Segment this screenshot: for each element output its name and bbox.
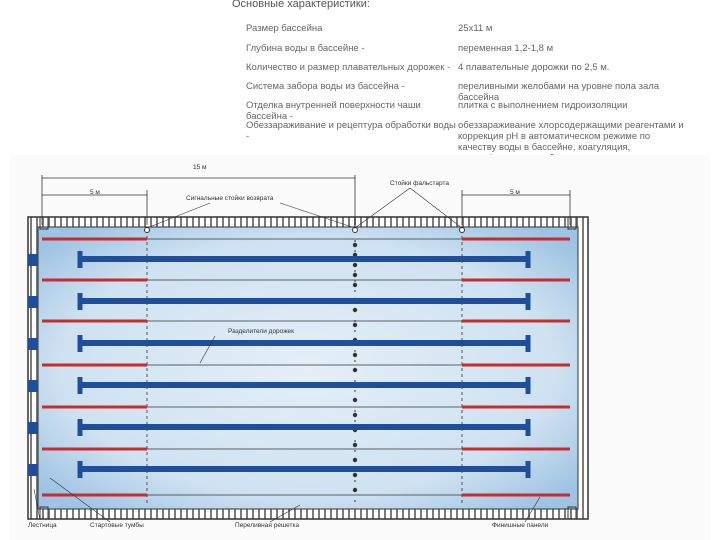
dimension-right-label: 5 м — [510, 189, 520, 196]
spec-label: Количество и размер плавательных дорожек - — [246, 62, 451, 73]
spec-value: 4 плавательные дорожки по 2,5 м. — [458, 62, 610, 73]
lane-dividers-label: Разделители дорожек — [228, 328, 295, 335]
spec-value: переливными желобами на уровне пола зала бассейна — [458, 81, 660, 103]
dimension-total-label: 15 м — [193, 164, 207, 171]
false-start-posts-label: Стойки фальстарта — [390, 180, 450, 187]
spec-label: Глубина воды в бассейне - — [246, 43, 365, 54]
spec-label: Обеззараживание и рецептура обработки воды - — [246, 120, 456, 142]
pool-plan-svg — [10, 155, 710, 540]
spec-label: Отделка внутренней поверхности чаши бассейна - — [246, 100, 421, 122]
spec-value: 25х11 м — [458, 23, 493, 34]
specifications-block — [0, 0, 720, 160]
spec-label: Система забора воды из бассейна - — [246, 81, 405, 92]
pool-plan-drawing — [10, 155, 710, 540]
spec-value: переменная 1,2-1,8 м — [458, 43, 554, 54]
dimension-left-label: 5 м — [90, 189, 100, 196]
starting-blocks-label: Стартовые тумбы — [90, 522, 144, 529]
signal-posts-label: Сигнальные стойки возврата — [186, 195, 274, 202]
spec-label: Размер бассейна — [246, 23, 323, 34]
spec-value: обеззараживание хлорсодержащими реагентами и коррекция pH в автоматическом режиме по качеству воды в бассейне, коагуляция, — [458, 120, 684, 153]
spec-title: Основные характеристики: — [232, 0, 370, 10]
finish-walls-label: Финишные панели — [492, 522, 549, 529]
spec-value: плитка с выполнением гидроизоляции — [458, 100, 628, 111]
overflow-grate-label: Переливная решетка — [235, 522, 300, 529]
ladder-label: Лестница — [28, 522, 57, 529]
